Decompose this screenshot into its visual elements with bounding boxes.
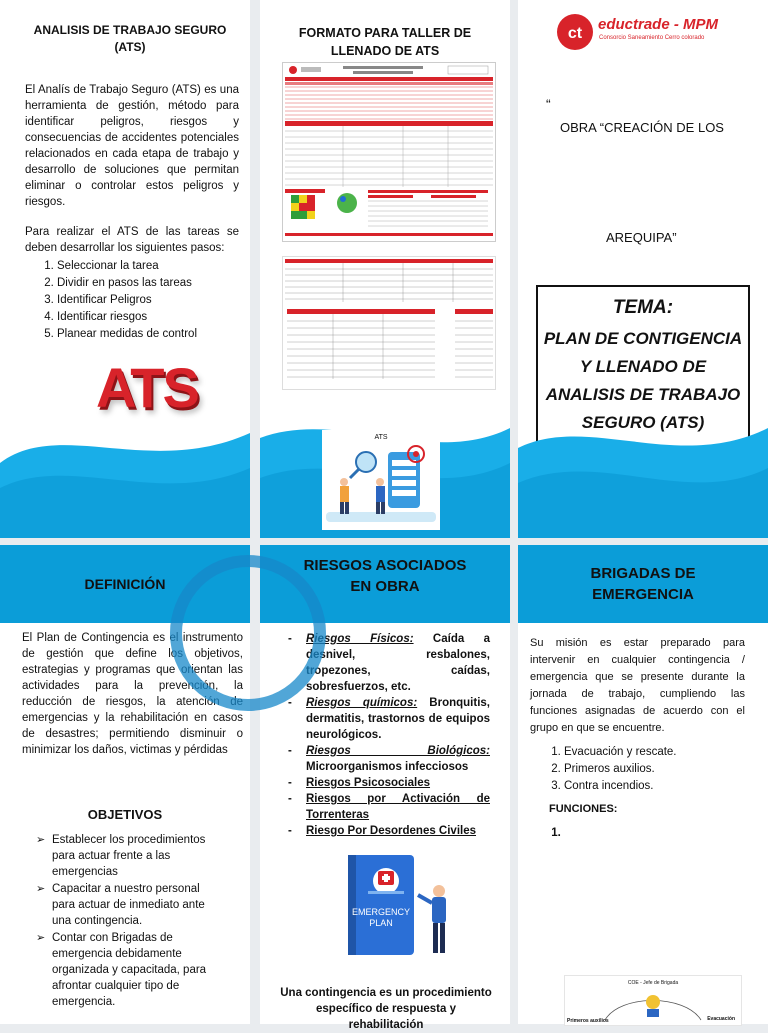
brand-name: eductrade - MPM	[598, 16, 719, 33]
list-item: 3. Contra incendios.	[564, 778, 754, 795]
obra-line: OBRA “CREACIÓN DE LOS	[560, 120, 724, 135]
brand-subtitle: Consorcio Saneamiento Cerro colorado	[599, 35, 705, 41]
list-item: 3. Identificar Peligros	[57, 292, 247, 309]
ats-illustration-label: ATS	[374, 434, 388, 441]
ats-steps-intro: Para realizar el ATS de las tareas se deben desarrollar los siguientes pasos:	[25, 226, 239, 254]
format-title: FORMATO PARA TALLER DE LLENADO DE ATS	[298, 26, 472, 58]
brigadas-panel	[518, 545, 768, 1024]
list-item	[564, 825, 754, 842]
ats-form-thumbnail	[282, 62, 496, 242]
objetivos-list	[30, 832, 220, 1011]
wave-decoration	[0, 408, 250, 538]
org-chart-left: Primeros auxilios	[567, 1018, 609, 1024]
brand-logo	[556, 12, 734, 52]
definicion-title: DEFINICIÓN	[84, 575, 166, 592]
emergency-plan-book-icon	[340, 851, 460, 961]
list-item: 1. Seleccionar la tarea	[57, 258, 247, 275]
ats-3d-logo: ATS	[96, 356, 198, 419]
ats-form-thumbnail-2	[282, 256, 496, 390]
brigadas-mission: Su misión es estar preparado para intervenir en cualquier contingencia / emergencia que se presente durante la jornada de trabajo, cumpliendo las funciones asignadas de acuerdo con el grupo en que se encuentre.	[530, 637, 745, 734]
brigadas-title: BRIGADAS DE EMERGENCIA	[590, 565, 696, 603]
definicion-text: El Plan de Contingencia es el instrumento de gestión que define los objetivos, estrategias y programas que orientan las actividades para la prevención, la reducción de riesgos, la atención de emergencias y la rehabilitación en casos de desastres; permitiendo disminuir o minimizar los daños, victimas y pérdidas	[22, 632, 243, 756]
objetivos-title: OBJETIVOS	[87, 807, 163, 822]
format-panel	[260, 0, 510, 538]
form-preview-graphic	[283, 63, 495, 241]
arequipa-line: AREQUIPA”	[606, 230, 677, 245]
org-chart-right: Evacuación	[707, 1016, 735, 1022]
list-item: - Riesgos Biológicos: Microorganismos infecciosos	[280, 743, 490, 775]
list-item: ➢ Capacitar a nuestro personal para actuar de inmediato ante una contingencia.	[30, 881, 220, 929]
list-item: ➢ Contar con Brigadas de emergencia debidamente organizada y capacitada, para afrontar cualquier tipo de emergencia.	[30, 930, 220, 1010]
educatrade-logo-icon	[556, 13, 594, 51]
funciones-list	[548, 825, 754, 842]
list-item: 4. Identificar riesgos	[57, 309, 247, 326]
org-chart-title: COE - Jefe de Brigada	[627, 980, 679, 986]
ats-title: ANALISIS DE TRABAJO SEGURO (ATS)	[33, 23, 227, 54]
emergency-plan-illustration	[340, 851, 460, 961]
brigade-org-chart	[564, 975, 742, 1026]
tema-label: TEMA:	[612, 297, 674, 318]
ats-intro: El Analís de Trabajo Seguro (ATS) es una herramienta de gestión, método para identificar peligros, riesgos y consecuencias de accidentes potenciales relacionados en cada etapa de trabajo y desarrollo de soluciones que permitan eliminar o controlar estos peligros y riesgos.	[25, 84, 239, 208]
list-item: 2. Primeros auxilios.	[564, 761, 754, 778]
list-item: - Riesgos Físicos: Caída a desnivel, resbalones, tropezones, caídas, sobresfuerzos, etc.	[280, 631, 490, 695]
form-preview-graphic	[283, 257, 495, 389]
ats-panel	[0, 0, 250, 538]
list-item: 5. Planear medidas de control	[57, 326, 247, 343]
list-item: 2. Dividir en pasos las tareas	[57, 275, 247, 292]
list-item: - Riesgos Psicosociales	[280, 775, 490, 791]
riesgos-footer: Una contingencia es un procedimiento específico de respuesta y rehabilitación	[280, 987, 492, 1031]
list-item: - Riesgos por Activación de Torrenteras	[280, 791, 490, 823]
ats-illustration	[322, 430, 440, 530]
brigadas-banner	[518, 545, 768, 623]
wave-decoration	[518, 408, 768, 538]
tema-text: PLAN DE CONTIGENCIA Y LLENADO DE ANALISIS DE TRABAJO SEGURO (ATS)	[543, 329, 743, 432]
checklist-people-icon	[322, 442, 440, 532]
list-item: 1. Evacuación y rescate.	[564, 744, 754, 761]
list-item: - Riesgos químicos: Bronquitis, dermatitis, trastornos de equipos neurológicos.	[280, 695, 490, 743]
cover-panel	[518, 0, 768, 538]
list-item: - Riesgo Por Desordenes Civiles	[280, 823, 490, 839]
quote-mark: “	[546, 96, 551, 112]
list-item: ➢ Establecer los procedimientos para actuar frente a las emergencias	[30, 832, 220, 880]
emergency-plan-label: EMERGENCY PLAN	[351, 907, 410, 928]
ring-decoration	[168, 548, 328, 718]
ats-steps-list	[41, 258, 247, 343]
svg-text:ct: ct	[567, 25, 583, 42]
riesgos-title: RIESGOS ASOCIADOS EN OBRA	[303, 557, 467, 595]
funciones-title: FUNCIONES:	[549, 803, 618, 815]
brigadas-list	[548, 744, 754, 795]
